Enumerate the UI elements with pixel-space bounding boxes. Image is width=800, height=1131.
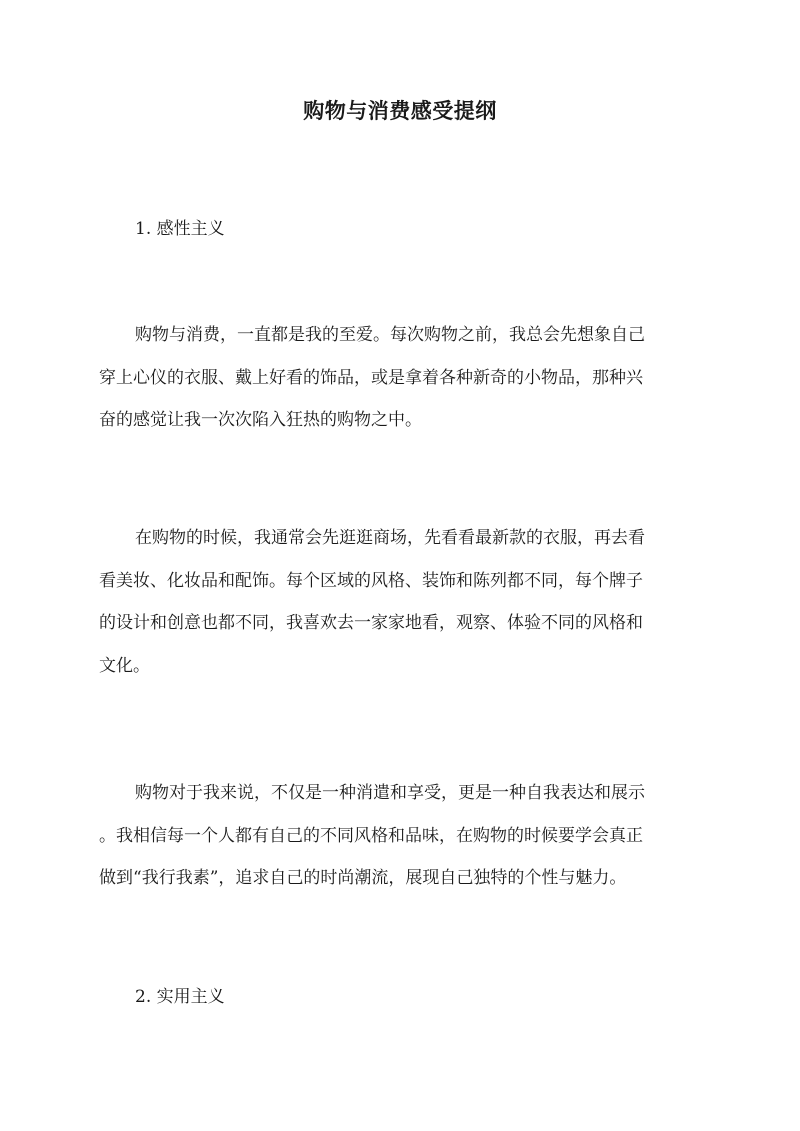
section-heading-1: 1. 感性主义 bbox=[135, 219, 225, 239]
paragraph-line: 文化。 bbox=[99, 655, 150, 676]
paragraph-line: 看美妆、化妆品和配饰。每个区域的风格、装饰和陈列都不同，每个牌子 bbox=[99, 570, 643, 591]
paragraph-line: 穿上心仪的衣服、戴上好看的饰品，或是拿着各种新奇的小物品，那种兴 bbox=[99, 367, 643, 388]
section-heading-2: 2. 实用主义 bbox=[135, 987, 225, 1007]
paragraph-1 bbox=[99, 314, 700, 442]
document-title: 购物与消费感受提纲 bbox=[303, 98, 497, 123]
paragraph-line: 做到“我行我素”，追求自己的时尚潮流，展现自己独特的个性与魅力。 bbox=[99, 868, 627, 888]
paragraph-line: 的设计和创意也都不同，我喜欢去一家家地看，观察、体验不同的风格和 bbox=[99, 613, 643, 633]
paragraph-3 bbox=[99, 772, 700, 900]
paragraph-line: 购物对于我来说，不仅是一种消遣和享受，更是一种自我表达和展示 bbox=[135, 783, 645, 803]
paragraph-line: 在购物的时候，我通常会先逛逛商场，先看看最新款的衣服，再去看 bbox=[135, 528, 645, 548]
paragraph-line: 购物与消费，一直都是我的至爱。每次购物之前，我总会先想象自己 bbox=[135, 325, 645, 345]
paragraph-line: 奋的感觉让我一次次陷入狂热的购物之中。 bbox=[99, 410, 422, 430]
paragraph-2 bbox=[99, 517, 700, 687]
paragraph-line: 。我相信每一个人都有自己的不同风格和品味，在购物的时候要学会真正 bbox=[99, 825, 643, 846]
